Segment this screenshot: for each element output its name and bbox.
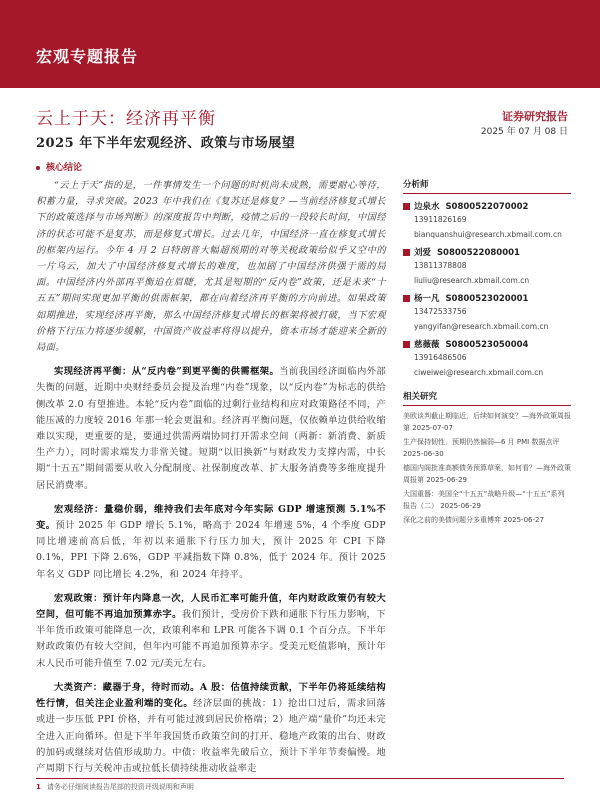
page-number: 1	[36, 783, 41, 791]
paragraph-rebalance: 实现经济再平衡：从“反内卷”到更平衡的供需框架。当前我国经济面临内外部失衡的问题，近期中央财经委员会提及治理“内卷”现象，以“反内卷”为标志的供给侧改革 2.0 有望推进。本轮“反内卷”面临的过剩行业结构和应对政策路径不同，产能压减的力度较 2016 年那一轮会更温和。经济再平衡问题，仅依赖单边供给收缩难以实现，更重要的是，要通过供需两端协同打开需求空间（两新：新消费、新质生产力），同时需求端发力非常关键。短期“以旧换新”与财政发力支撑内需，中长期“十五五”期间需要从收入分配制度、社保制度改革、扩大服务消费等多维度提升居民消费率。	[36, 366, 386, 491]
footer-divider	[36, 778, 564, 779]
person-icon	[403, 249, 410, 256]
analyst-email[interactable]: liuliu@research.xbmail.com.cn	[414, 276, 530, 285]
footer	[36, 782, 194, 792]
analyst-card: 边泉水 S0800522070002 13911826169 bianquanshui@research.xbmail.com.cn	[403, 200, 571, 242]
analyst-email[interactable]: ciweiwei@research.xbmail.com.cn	[414, 368, 544, 377]
related-research-link[interactable]: 德国内阁批准高额债务预算草案，如何看？—海外政策周报第 2025-06-29	[403, 464, 571, 484]
paragraph-intro: “云上于天”指的是，一件事情发生一个问题的时机尚未成熟，需要耐心等待，积蓄力量，寻求突破。2023 年中我们在《复苏还是修复？—当前经济修复式增长下的政策选择与市场判断》的深度报告中判断，疫情之后的一段较长时间，中国经济的状态可能不是复苏，而是修复式增长。过去几年，中国经济一直在修复式增长的框架内运行。今年 4 月 2 日特朗普大幅超预期的对等关税政策给似乎又空中的一片乌云，加大了中国经济修复式增长的难度，也加剧了中国经济供强于需的局面。中国经济内外部再平衡迫在眉睫，尤其是短期的“反内卷”政策，还是未来“十五五”期间实现更加平衡的供需框架，都在向着经济再平衡的方向前进。如果政策如期推进，实现经济再平衡，那么中国经济修复式增长的框架将被打破，当下宏观价格下行压力将逐步缓解，中国资产收益率将得以提升，资本市场才能迎来全新的局面。	[36, 180, 386, 354]
paragraph-macro-policy: 宏观政策：预计年内降息一次，人民币汇率可能升值，年内财政政策仍有较大空间，但可能不再追加预算赤字。我们预计，受房价下跌和通胀下行压力影响，下半年货币政策可能降息一次，政策利率和 LPR 可能各下调 0.1 个百分点。下半年财政政策仍有较大空间，但年内可能不再追加预算赤字。受美元贬值影响，预计年末人民币可能升值至 7.02 元/美元左右。	[36, 592, 386, 669]
analyst-phone: 13811378808	[414, 261, 467, 270]
page-subtitle: 2025 年下半年宏观经济、政策与市场展望	[36, 136, 296, 151]
analyst-card: 刘爱 S0800522080001 13811378808 liuliu@research.xbmail.com.cn	[403, 246, 571, 288]
related-research-heading: 相关研究	[403, 390, 571, 406]
analyst-phone: 13916486506	[414, 353, 467, 362]
disclaimer-text: 请务必仔细阅读报告尾部的投资评级说明和声明	[46, 783, 194, 791]
analyst-email[interactable]: yangyifan@research.xbmail.com.cn	[414, 322, 549, 331]
person-icon	[403, 203, 410, 210]
analysts-heading: 分析师	[403, 178, 571, 194]
analyst-email[interactable]: bianquanshui@research.xbmail.com.cn	[414, 230, 562, 239]
related-research-link[interactable]: 美欧谈判截止期临近，后续如何演变？—海外政策周报第 2025-07-07	[403, 412, 571, 432]
analyst-card: 慈薇薇 S0800523050004 13916486506 ciweiwei@research.xbmail.com.cn	[403, 338, 571, 380]
person-icon	[403, 295, 410, 302]
report-type-label: 证券研究报告	[502, 110, 568, 123]
page-title: 云上于天：经济再平衡	[36, 109, 216, 129]
bullet-icon	[36, 166, 40, 170]
sidebar	[403, 178, 571, 528]
section-heading: 核心结论	[36, 160, 82, 173]
analyst-card: 杨一凡 S0800523020001 13472533756 yangyifan@research.xbmail.com.cn	[403, 292, 571, 334]
report-category-title: 宏观专题报告	[36, 47, 139, 66]
related-research-link[interactable]: 深化之前的美债问题分多重博弈 2025-06-27	[403, 516, 544, 524]
person-icon	[403, 341, 410, 348]
paragraph-asset-classes: 大类资产：藏器于身，待时而动。A 股：估值持续贡献，下半年仍将延续结构性行情，但关注企业盈利端的变化。经济层面的挑战：1）抢出口过后，需求回落或进一步压低 PPI 价格，并有可能过渡到居民价格端；2）地产端“量价”均还未完全进入正向循环。但是下半年我国货币政策空间的打开、稳地产政策的出台、财政的加码或继续对估值形成助力。中债：收益率先破后立，预计下半年节奏偏慢。地产周期下行与关税冲击或拉低长债持续推动收益率走	[36, 681, 386, 774]
related-research-link[interactable]: 大国重器：美国全“十五五”战略升级—“十五五”系列报告（二） 2025-06-29	[403, 490, 565, 510]
report-date: 2025 年 07 月 08 日	[480, 127, 568, 137]
body-column	[36, 178, 386, 785]
paragraph-macro-economy: 宏观经济：量稳价弱，维持我们去年底对今年实际 GDP 增速预测 5.1%不变。预计 2025 年 GDP 增长 5.1%，略高于 2024 年增速 5%，4 个季度 GDP 同比增速前高后低，年初以来通胀下行压力加大，预计 2025 年 CPI 下降 0.1%，PPI 下降 2.6%，GDP 平减指数下降 0.8%，低于 2024 年。预计 2025 年名义 GDP 同比增长 4.2%，和 2024 年持平。	[36, 503, 386, 580]
analyst-phone: 13472533756	[414, 307, 467, 316]
related-research-link[interactable]: 生产保持韧性，预期仍然偏弱—6 月 PMI 数据点评 2025-06-30	[403, 438, 560, 458]
analyst-phone: 13911826169	[414, 215, 467, 224]
